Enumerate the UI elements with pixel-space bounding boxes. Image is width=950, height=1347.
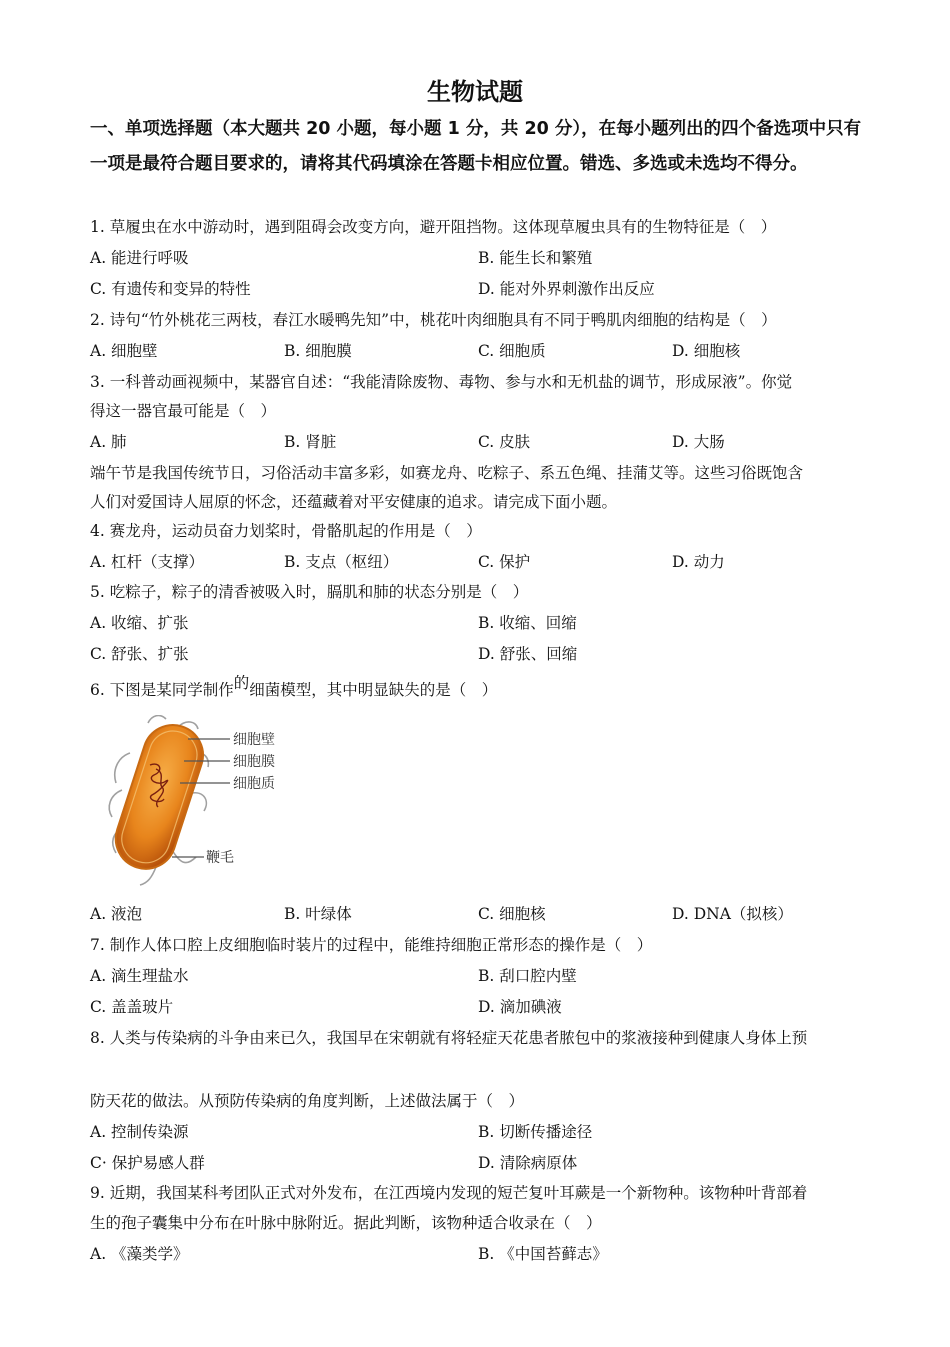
q2-option-d: D. 细胞核 xyxy=(672,342,741,360)
q3-option-b: B. 肾脏 xyxy=(284,433,337,451)
q3-option-c: C. 皮肤 xyxy=(478,433,531,451)
q7-option-a: A. 滴生理盐水 xyxy=(90,967,189,985)
question-5-stem: 5. 吃粽子，粽子的清香被吸入时，膈肌和肺的状态分别是（ ） xyxy=(90,583,529,601)
question-2-stem: 2. 诗句“竹外桃花三两枝，春江水暖鸭先知”中，桃花叶肉细胞具有不同于鸭肌肉细胞的结构是（ ） xyxy=(90,311,777,329)
q3-option-d: D. 大肠 xyxy=(672,433,725,451)
q8-option-d: D. 清除病原体 xyxy=(478,1154,578,1172)
q4-option-c: C. 保护 xyxy=(478,553,531,571)
q4-option-a: A. 杠杆（支撑） xyxy=(90,553,205,571)
q2-option-a: A. 细胞壁 xyxy=(90,342,158,360)
q1-option-d: D. 能对外界刺激作出反应 xyxy=(478,280,655,298)
q9-option-a: A. 《藻类学》 xyxy=(90,1245,189,1263)
q7-option-d: D. 滴加碘液 xyxy=(478,998,562,1016)
q6-option-c: C. 细胞核 xyxy=(478,905,546,923)
context-line1: 端午节是我国传统节日，习俗活动丰富多彩，如赛龙舟、吃粽子、系五色绳、挂蒲艾等。这些习俗既饱含 xyxy=(90,464,804,482)
question-4-stem: 4. 赛龙舟，运动员奋力划桨时，骨骼肌起的作用是（ ） xyxy=(90,522,482,540)
label-cell-membrane: 细胞膜 xyxy=(233,754,275,770)
question-9-stem-line1: 9. 近期，我国某科考团队正式对外发布，在江西境内发现的短芒复叶耳蕨是一个新物种。该物种叶背部着 xyxy=(90,1184,808,1202)
q5-option-a: A. 收缩、扩张 xyxy=(90,614,189,632)
question-3-stem-line2: 得这一器官最可能是（ ） xyxy=(90,402,277,420)
context-line2: 人们对爱国诗人屈原的怀念，还蕴藏着对平安健康的追求。请完成下面小题。 xyxy=(90,493,618,511)
question-8-stem-line2: 防天花的做法。从预防传染病的角度判断，上述做法属于（ ） xyxy=(90,1092,525,1110)
label-cytoplasm: 细胞质 xyxy=(233,776,275,792)
q2-option-b: B. 细胞膜 xyxy=(284,342,352,360)
q4-option-d: D. 动力 xyxy=(672,553,725,571)
q6-stem-part2: 细菌模型，其中明显缺失的是（ ） xyxy=(249,681,498,699)
label-cell-wall: 细胞壁 xyxy=(233,732,275,748)
section-instructions: 一、单项选择题（本大题共 20 小题，每小题 1 分，共 20 分），在每小题列出的四个备选项中只有一项是最符合题目要求的，请将其代码填涂在答题卡相应位置。错选、多选或未选均不得分。 xyxy=(90,119,862,174)
q5-option-b: B. 收缩、回缩 xyxy=(478,614,577,632)
label-flagellum: 鞭毛 xyxy=(206,850,234,866)
q8-option-b: B. 切断传播途径 xyxy=(478,1123,593,1141)
question-6-stem xyxy=(90,674,498,700)
q7-option-c: C. 盖盖玻片 xyxy=(90,998,174,1016)
q5-option-c: C. 舒张、扩张 xyxy=(90,645,189,663)
q6-option-b: B. 叶绿体 xyxy=(284,905,352,923)
q6-option-d: D. DNA（拟核） xyxy=(672,905,793,923)
q2-option-c: C. 细胞质 xyxy=(478,342,546,360)
q6-stem-part1: 6. 下图是某同学制作 xyxy=(90,681,234,699)
q1-option-a: A. 能进行呼吸 xyxy=(90,249,189,267)
bacterium-diagram xyxy=(100,715,300,890)
question-7-stem: 7. 制作人体口腔上皮细胞临时装片的过程中，能维持细胞正常形态的操作是（ ） xyxy=(90,936,653,954)
page-title: 生物试题 xyxy=(427,78,523,106)
q3-option-a: A. 肺 xyxy=(90,433,127,451)
question-1-stem: 1. 草履虫在水中游动时，遇到阻碍会改变方向，避开阻挡物。这体现草履虫具有的生物特征是（ ） xyxy=(90,218,777,236)
q6-option-a: A. 液泡 xyxy=(90,905,143,923)
bacterium-model-figure xyxy=(100,715,300,890)
q4-option-b: B. 支点（枢纽） xyxy=(284,553,399,571)
q9-option-b: B. 《中国苔藓志》 xyxy=(478,1245,608,1263)
q7-option-b: B. 刮口腔内壁 xyxy=(478,967,577,985)
question-3-stem-line1: 3. 一科普动画视频中，某器官自述：“我能清除废物、毒物、参与水和无机盐的调节，形成尿液”。你觉 xyxy=(90,373,793,391)
q8-option-c: C· 保护易感人群 xyxy=(90,1154,205,1172)
q6-stem-superscript: 的 xyxy=(233,674,250,692)
q5-option-d: D. 舒张、回缩 xyxy=(478,645,578,663)
question-8-stem-line1: 8. 人类与传染病的斗争由来已久，我国早在宋朝就有将轻症天花患者脓包中的浆液接种到健康人身体上预 xyxy=(90,1029,808,1047)
question-9-stem-line2: 生的孢子囊集中分布在叶脉中脉附近。据此判断，该物种适合收录在（ ） xyxy=(90,1214,602,1232)
q1-option-c: C. 有遗传和变异的特性 xyxy=(90,280,251,298)
q1-option-b: B. 能生长和繁殖 xyxy=(478,249,593,267)
q8-option-a: A. 控制传染源 xyxy=(90,1123,189,1141)
